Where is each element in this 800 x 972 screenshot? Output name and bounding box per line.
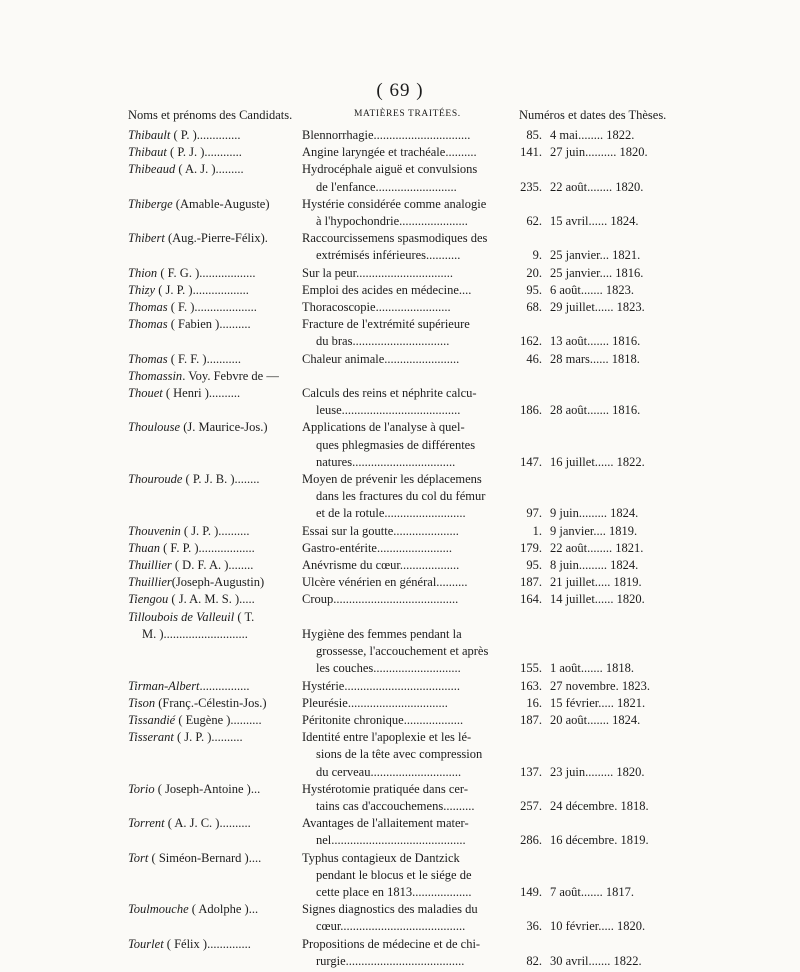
given-names: ( Félix )..............	[163, 936, 251, 951]
thesis-date: 23 juin......... 1820.	[550, 764, 645, 779]
thesis-number: 95.	[526, 282, 542, 297]
candidate-name	[128, 385, 298, 402]
given-names: ( F. G. )..................	[157, 265, 256, 280]
thesis-subject	[302, 591, 506, 608]
thesis-subject	[302, 850, 506, 902]
page-number: ( 69 )	[376, 80, 424, 101]
thesis-date: 24 décembre. 1818.	[550, 798, 649, 813]
candidate-name	[128, 282, 298, 299]
subject-line: Propositions de médecine et de chi-	[302, 936, 481, 951]
thesis-subject	[302, 936, 506, 970]
list-item	[0, 299, 800, 316]
given-names: ( Adolphe )...	[188, 902, 259, 917]
thesis-number: 20.	[526, 265, 542, 280]
subject-line: sions de la tête avec compression	[316, 747, 483, 762]
surname: Torio	[128, 781, 155, 796]
subject-line: Hydrocéphale aiguë et convulsions	[302, 162, 478, 177]
thesis-date: 13 août....... 1816.	[550, 334, 641, 349]
surname: Tilloubois de Valleuil	[128, 609, 235, 624]
candidate-name	[128, 695, 298, 712]
subject-line: Fracture de l'extrémité supérieure	[302, 317, 470, 332]
candidate-name	[128, 144, 298, 161]
candidate-name	[128, 815, 298, 832]
thesis-subject	[302, 540, 506, 557]
given-names: ( D. F. A. )........	[171, 558, 254, 573]
thesis-number: 137.	[520, 764, 542, 779]
thesis-subject	[302, 815, 506, 849]
header-numbers: Numéros et dates des Thèses.	[519, 108, 667, 122]
thesis-number: 235.	[520, 179, 542, 194]
candidate-name	[128, 368, 298, 385]
thesis-date: 16 juillet...... 1822.	[550, 454, 645, 469]
thesis-number: 97.	[526, 506, 542, 521]
list-item	[0, 351, 800, 368]
subject-line: Ulcère vénérien en général..........	[302, 575, 468, 590]
candidate-name	[128, 299, 298, 316]
list-item	[0, 523, 800, 540]
thesis-date: 27 novembre. 1823.	[550, 678, 650, 693]
thesis-date: 29 juillet...... 1823.	[550, 300, 645, 315]
thesis-date: 30 avril....... 1822.	[550, 953, 642, 968]
candidate-name	[128, 781, 298, 798]
candidate-name	[128, 351, 298, 368]
thesis-subject	[302, 574, 506, 591]
thesis-subject	[302, 316, 506, 350]
thesis-subject	[302, 712, 506, 729]
thesis-subject	[302, 419, 506, 471]
surname: Tort	[128, 850, 149, 865]
given-names: ( J. P. )..........	[180, 523, 250, 538]
thesis-date: 22 août........ 1821.	[550, 540, 644, 555]
subject-line: cette place en 1813...................	[316, 884, 472, 899]
subject-line: Thoracoscopie........................	[302, 300, 451, 315]
candidate-name	[128, 591, 298, 608]
column-headers	[0, 108, 800, 124]
thesis-number: 62.	[526, 214, 542, 228]
subject-line: du bras...............................	[316, 334, 450, 349]
candidate-name	[128, 471, 298, 488]
given-names: ( J. P. )..........	[173, 730, 243, 745]
surname: Thiberge	[128, 196, 173, 211]
thesis-number: 9.	[532, 248, 542, 263]
candidate-name	[128, 850, 298, 867]
list-item	[0, 540, 800, 557]
thesis-subject	[302, 282, 506, 299]
list-item	[0, 196, 800, 230]
given-names: . Voy. Febvre de —	[182, 368, 279, 383]
given-names: M. )...........................	[142, 626, 248, 641]
surname: Thouvenin	[128, 523, 181, 538]
list-item	[0, 712, 800, 729]
surname: Thomassin	[128, 368, 183, 383]
given-names: ( J. P. )..................	[155, 282, 249, 297]
candidate-name	[128, 540, 298, 557]
thesis-date: 25 janvier.... 1816.	[550, 265, 644, 280]
thesis-number: 82.	[526, 953, 542, 968]
given-names: ( J. A. M. S. ).....	[168, 592, 255, 607]
list-item	[0, 781, 800, 815]
thesis-subject	[302, 196, 506, 230]
given-names: ( F. P. )..................	[159, 540, 255, 555]
given-names: ( T.	[234, 609, 255, 624]
thesis-date: 27 juin.......... 1820.	[550, 145, 648, 160]
surname: Thion	[128, 265, 158, 280]
subject-line: Pleurésie................................	[302, 695, 448, 710]
subject-line: natures.................................	[316, 454, 456, 469]
candidate-name	[128, 265, 298, 282]
given-names: ( P. J. B. )........	[182, 472, 260, 487]
thesis-number: 155.	[520, 661, 542, 676]
subject-line: Hystérie considérée comme analogie	[302, 196, 487, 211]
subject-line: à l'hypochondrie......................	[316, 214, 468, 229]
list-item	[0, 161, 800, 195]
list-item	[0, 574, 800, 591]
thesis-number: 85.	[526, 128, 542, 142]
subject-line: extrémisés inférieures...........	[316, 248, 461, 263]
thesis-number: 257.	[520, 798, 542, 813]
given-names: ( Henri )..........	[162, 386, 241, 401]
given-names: ( F. )....................	[167, 300, 257, 315]
candidate-name	[128, 678, 298, 695]
thesis-date: 20 août....... 1824.	[550, 712, 641, 727]
given-names: (Franç.-Célestin-Jos.)	[155, 695, 267, 710]
thesis-date: 16 décembre. 1819.	[550, 833, 649, 848]
given-names: ( Joseph-Antoine )...	[154, 781, 261, 796]
thesis-number: 187.	[520, 712, 542, 727]
thesis-number: 179.	[520, 540, 542, 555]
thesis-subject	[302, 557, 506, 574]
thesis-number: 147.	[520, 454, 542, 469]
thesis-date: 15 avril...... 1824.	[550, 214, 639, 228]
surname: Thibert	[128, 231, 165, 246]
surname: Tison	[128, 695, 156, 710]
list-item	[0, 591, 800, 608]
thesis-number: 141.	[520, 145, 542, 160]
given-names: (Aug.-Pierre-Félix).	[164, 231, 268, 246]
subject-line: et de la rotule..........................	[316, 506, 466, 521]
thesis-subject	[302, 729, 506, 781]
thesis-date: 25 janvier... 1821.	[550, 248, 641, 263]
surname: Tiengou	[128, 592, 169, 607]
list-item	[0, 901, 800, 935]
subject-line: les couches............................	[316, 661, 461, 676]
subject-line: Chaleur animale........................	[302, 351, 460, 366]
candidate-name	[128, 523, 298, 540]
thesis-date: 14 juillet...... 1820.	[550, 592, 645, 607]
candidate-name	[128, 729, 298, 746]
surname: Tourlet	[128, 936, 164, 951]
given-names: ( P. )..............	[170, 128, 241, 142]
list-item	[0, 729, 800, 781]
thesis-subject	[302, 471, 506, 523]
list-item	[0, 936, 800, 970]
subject-line: Emploi des acides en médecine....	[302, 282, 472, 297]
subject-line: Croup........................................	[302, 592, 459, 607]
thesis-date: 9 juin......... 1824.	[550, 506, 639, 521]
surname: Thuillier	[128, 558, 172, 573]
thesis-subject	[302, 626, 506, 678]
surname: Thibaut	[128, 145, 167, 160]
thesis-number: 163.	[520, 678, 542, 693]
thesis-subject	[302, 144, 506, 161]
thesis-number: 164.	[520, 592, 542, 607]
thesis-date: 10 février..... 1820.	[550, 919, 646, 934]
thesis-subject	[302, 901, 506, 935]
given-names: (Joseph-Augustin)	[171, 575, 265, 590]
subject-line: Calculs des reins et néphrite calcu-	[302, 386, 477, 401]
thesis-list	[0, 127, 800, 970]
candidate-name	[128, 936, 298, 953]
thesis-number: 68.	[526, 300, 542, 315]
subject-line: Applications de l'analyse à quel-	[302, 420, 465, 435]
thesis-date: 4 mai........ 1822.	[550, 128, 635, 142]
thesis-number: 149.	[520, 884, 542, 899]
thesis-subject	[302, 695, 506, 712]
subject-line: Identité entre l'apoplexie et les lé-	[302, 730, 472, 745]
candidate-name	[128, 712, 298, 729]
subject-line: Moyen de prévenir les déplacemens	[302, 472, 482, 487]
surname: Thuan	[128, 540, 160, 555]
candidate-name	[128, 196, 298, 213]
given-names: (Amable-Auguste)	[172, 196, 270, 211]
surname: Thibault	[128, 128, 171, 142]
given-names: ................	[199, 678, 250, 693]
surname: Thibeaud	[128, 162, 176, 177]
subject-line: leuse......................................	[316, 403, 461, 418]
thesis-date: 8 juin......... 1824.	[550, 558, 639, 573]
thesis-number: 16.	[526, 695, 542, 710]
thesis-number: 46.	[526, 351, 542, 366]
thesis-date: 22 août........ 1820.	[550, 179, 644, 194]
thesis-date: 6 août....... 1823.	[550, 282, 635, 297]
subject-line: grossesse, l'accouchement et après	[316, 644, 489, 659]
thesis-subject	[302, 781, 506, 815]
thesis-number: 286.	[520, 833, 542, 848]
thesis-subject	[302, 523, 506, 540]
thesis-date: 7 août....... 1817.	[550, 884, 635, 899]
surname: Thomas	[128, 300, 168, 315]
surname: Thomas	[128, 317, 168, 332]
list-item	[0, 230, 800, 264]
thesis-date: 1 août....... 1818.	[550, 661, 635, 676]
subject-line: du cerveau.............................	[316, 764, 462, 779]
subject-line: Sur la peur...............................	[302, 265, 454, 280]
thesis-subject	[302, 299, 506, 316]
list-item	[0, 265, 800, 282]
thesis-subject	[302, 609, 506, 626]
thesis-number: 187.	[520, 575, 542, 590]
surname: Thouroude	[128, 472, 183, 487]
thesis-number: 186.	[520, 403, 542, 418]
surname: Tissandié	[128, 712, 176, 727]
subject-line: Essai sur la goutte.....................	[302, 523, 459, 538]
thesis-number: 95.	[526, 558, 542, 573]
candidate-name	[128, 609, 298, 626]
list-item	[0, 609, 800, 626]
header-subjects: MATIÈRES TRAITÉES.	[354, 109, 461, 119]
subject-line: Blennorrhagie...............................	[302, 128, 471, 142]
subject-line: cœur........................................	[316, 919, 466, 934]
thesis-date: 21 juillet..... 1819.	[550, 575, 642, 590]
candidate-name	[128, 419, 298, 436]
given-names: ( P. J. )............	[166, 145, 242, 160]
subject-line: Angine laryngée et trachéale..........	[302, 145, 477, 160]
surname: Tisserant	[128, 730, 174, 745]
subject-line	[302, 609, 506, 626]
subject-line: rurgie......................................	[316, 953, 465, 968]
subject-line: Anévrisme du cœur...................	[302, 558, 460, 573]
surname: Toulmouche	[128, 902, 189, 917]
candidate-name	[128, 626, 312, 643]
list-item	[0, 144, 800, 161]
list-item	[0, 557, 800, 574]
thesis-date: 28 mars...... 1818.	[550, 351, 640, 366]
list-item	[0, 695, 800, 712]
candidate-name	[128, 230, 298, 247]
list-item	[0, 368, 800, 385]
surname: Thizy	[128, 282, 156, 297]
candidate-name	[128, 557, 298, 574]
thesis-number: 1.	[532, 523, 542, 538]
given-names: ( F. F. )...........	[167, 351, 241, 366]
surname: Thuillier	[128, 575, 172, 590]
given-names: ( A. J. C. )..........	[164, 816, 251, 831]
list-item	[0, 316, 800, 350]
subject-line: dans les fractures du col du fémur	[316, 489, 486, 504]
given-names: (J. Maurice-Jos.)	[180, 420, 268, 435]
candidate-name	[128, 127, 298, 144]
subject-line: Typhus contagieux de Dantzick	[302, 850, 460, 865]
surname: Thoulouse	[128, 420, 181, 435]
list-item	[0, 419, 800, 471]
candidate-name	[128, 316, 298, 333]
list-item	[0, 626, 800, 678]
subject-line: Signes diagnostics des maladies du	[302, 902, 478, 917]
thesis-date: 9 janvier.... 1819.	[550, 523, 638, 538]
thesis-subject	[302, 127, 506, 144]
subject-line: Hystérie.....................................	[302, 678, 460, 693]
subject-line: Avantages de l'allaitement mater-	[302, 816, 469, 831]
thesis-date: 28 août....... 1816.	[550, 403, 641, 418]
subject-line: pendant le blocus et le siége de	[316, 867, 472, 882]
thesis-subject	[302, 368, 506, 385]
given-names: ( Siméon-Bernard )....	[148, 850, 262, 865]
thesis-date: 15 février..... 1821.	[550, 695, 646, 710]
thesis-subject	[302, 678, 506, 695]
candidate-name	[128, 574, 298, 591]
subject-line: Raccourcissemens spasmodiques des	[302, 231, 488, 246]
subject-line: ques phlegmasies de différentes	[316, 437, 476, 452]
subject-line	[302, 368, 506, 385]
surname: Thomas	[128, 351, 168, 366]
thesis-subject	[302, 265, 506, 282]
list-item	[0, 282, 800, 299]
thesis-subject	[302, 385, 506, 419]
list-item	[0, 815, 800, 849]
list-item	[0, 385, 800, 419]
candidate-name	[128, 901, 298, 918]
thesis-subject	[302, 161, 506, 195]
given-names: ( Fabien )..........	[167, 317, 251, 332]
thesis-subject	[302, 351, 506, 368]
thesis-number: 162.	[520, 334, 542, 349]
subject-line: nel...........................................	[316, 833, 466, 848]
candidate-name	[128, 161, 298, 178]
subject-line: Gastro-entérite........................	[302, 540, 452, 555]
subject-line: Hygiène des femmes pendant la	[302, 626, 462, 641]
subject-line: Péritonite chronique...................	[302, 712, 464, 727]
subject-line: de l'enfance..........................	[316, 179, 457, 194]
subject-line: Hystérotomie pratiquée dans cer-	[302, 781, 469, 796]
list-item	[0, 850, 800, 902]
list-item	[0, 127, 800, 144]
surname: Tirman-Albert	[128, 678, 200, 693]
surname: Thouet	[128, 386, 163, 401]
given-names: ( A. J. ).........	[175, 162, 244, 177]
thesis-number: 36.	[526, 919, 542, 934]
header-names: Noms et prénoms des Candidats.	[128, 108, 293, 122]
given-names: ( Eugène )..........	[175, 712, 262, 727]
list-item	[0, 471, 800, 523]
thesis-subject	[302, 230, 506, 264]
surname: Torrent	[128, 816, 165, 831]
subject-line: tains cas d'accouchemens..........	[316, 798, 475, 813]
list-item	[0, 678, 800, 695]
